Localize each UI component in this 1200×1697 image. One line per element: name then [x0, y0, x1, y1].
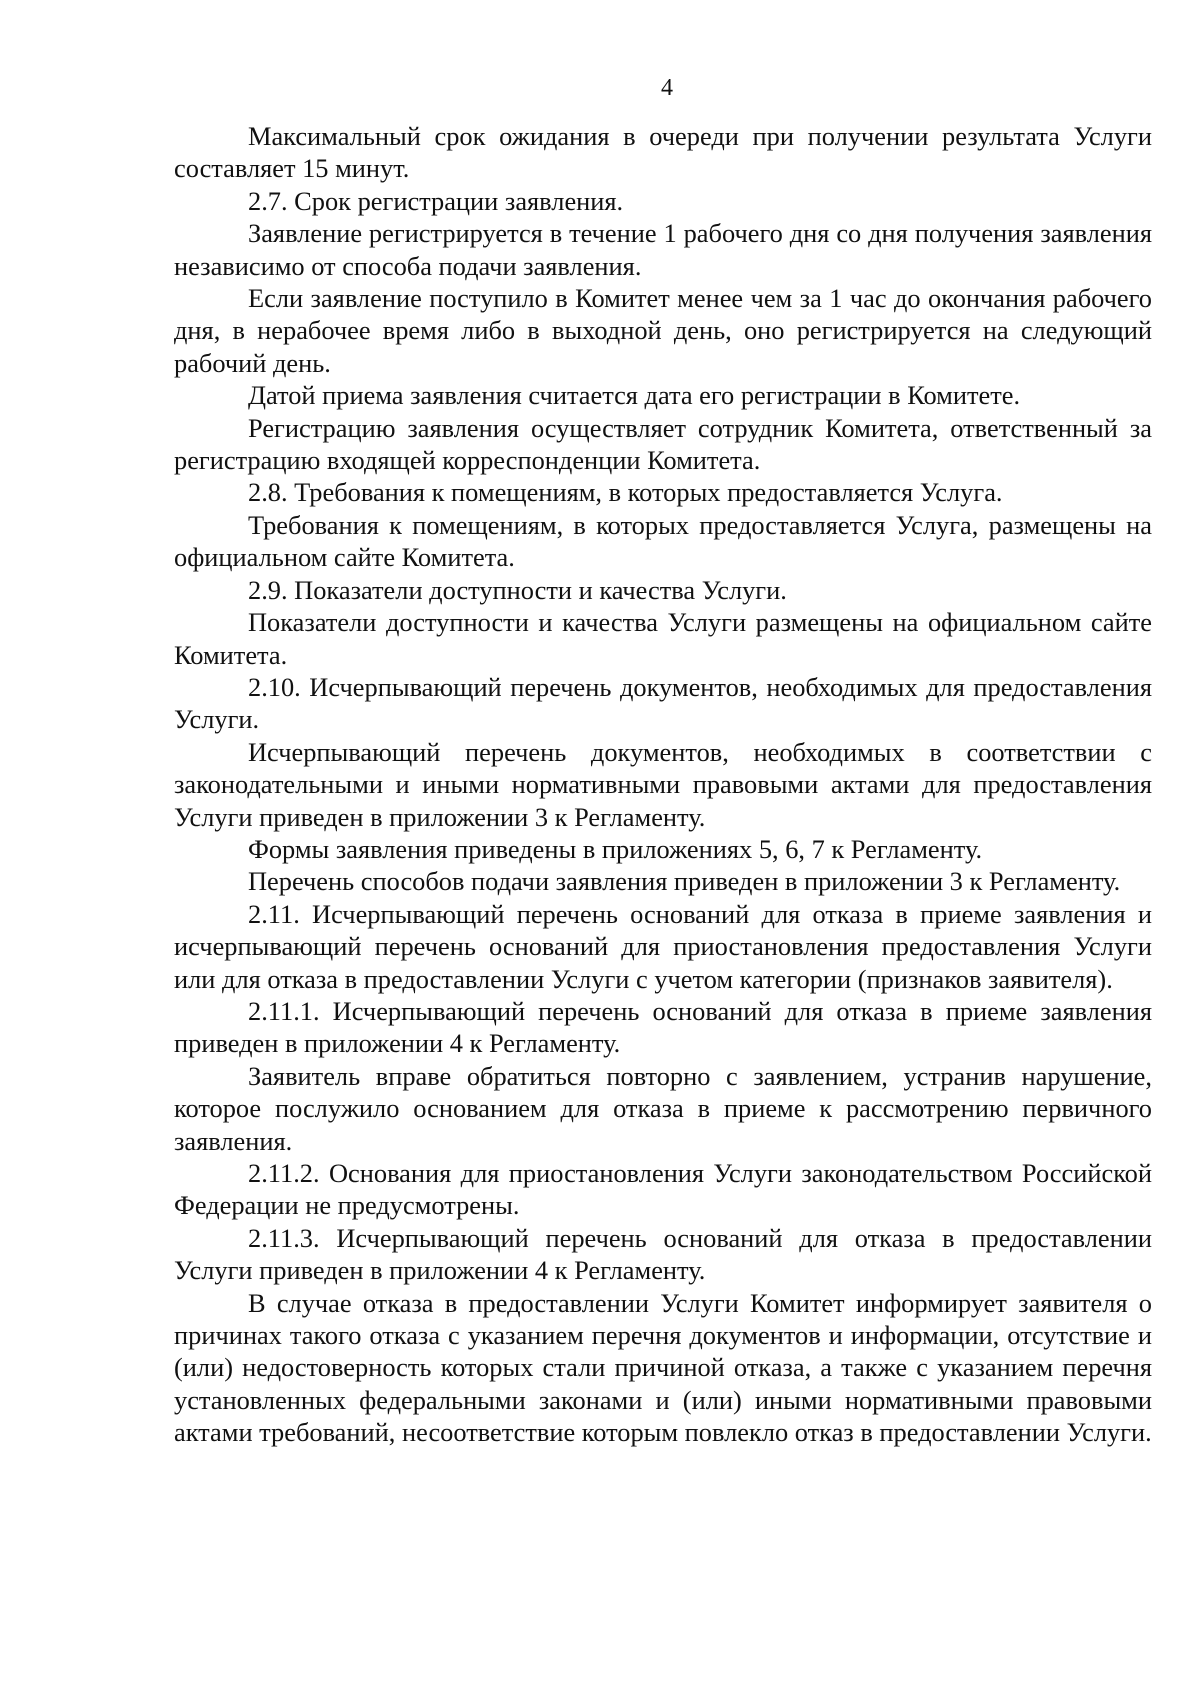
- paragraph: Заявитель вправе обратиться повторно с заявлением, устранив нарушение, которое послужило основанием для отказа в приеме к рассмотрению первичного заявления.: [174, 1060, 1152, 1156]
- subsection-heading: 2.11.2. Основания для приостановления Услуги законодательством Российской Федерации не предусмотрены.: [174, 1158, 1152, 1221]
- section-heading: 2.11. Исчерпывающий перечень оснований для отказа в приеме заявления и исчерпывающий перечень оснований для приостановления предоставления Услуги или для отказа в предоставлении Услуги с учетом категории (признаков заявителя).: [174, 898, 1152, 994]
- paragraph: Регистрацию заявления осуществляет сотрудник Комитета, ответственный за регистрацию входящей корреспонденции Комитета.: [174, 412, 1152, 476]
- document-body: [174, 120, 1152, 1449]
- subsection-heading: 2.11.1. Исчерпывающий перечень оснований для отказа в приеме заявления приведен в приложении 4 к Регламенту.: [174, 995, 1152, 1059]
- subsection-heading: 2.11.3. Исчерпывающий перечень оснований для отказа в предоставлении Услуги приведен в приложении 4 к Регламенту.: [174, 1222, 1152, 1286]
- paragraph: Датой приема заявления считается дата его регистрации в Комитете.: [248, 380, 1021, 411]
- paragraph: Исчерпывающий перечень документов, необходимых в соответствии с законодательными и иными нормативными правовыми актами для предоставления Услуги приведен в приложении 3 к Регламенту.: [174, 736, 1152, 832]
- paragraph: Требования к помещениям, в которых предоставляется Услуга, размещены на официальном сайте Комитета.: [174, 509, 1152, 573]
- section-heading: 2.8. Требования к помещениям, в которых предоставляется Услуга.: [248, 477, 1003, 508]
- paragraph: Заявление регистрируется в течение 1 рабочего дня со дня получения заявления независимо от способа подачи заявления.: [174, 218, 1152, 281]
- paragraph: Показатели доступности и качества Услуги размещены на официальном сайте Комитета.: [174, 607, 1152, 670]
- section-heading: 2.10. Исчерпывающий перечень документов, необходимых для предоставления Услуги.: [174, 671, 1152, 735]
- paragraph: Если заявление поступило в Комитет менее чем за 1 час до окончания рабочего дня, в нерабочее время либо в выходной день, оно регистрируется на следующий рабочий день.: [174, 283, 1152, 378]
- section-heading: 2.9. Показатели доступности и качества Услуги.: [248, 574, 787, 605]
- page-number: 4: [661, 75, 673, 101]
- paragraph: В случае отказа в предоставлении Услуги Комитет информирует заявителя о причинах такого отказа с указанием перечня документов и информации, отсутствие и (или) недостоверность которых стали причиной отказа, а также с указанием перечня установленных федеральными законами и (или) иными нормативными правовыми актами требований, несоответствие которым повлекло отказ в предоставлении Услуги.: [174, 1287, 1152, 1448]
- paragraph: Максимальный срок ожидания в очереди при получении результата Услуги составляет 15 минут.: [174, 121, 1152, 184]
- paragraph: Формы заявления приведены в приложениях 5, 6, 7 к Регламенту.: [248, 833, 983, 864]
- paragraph: Перечень способов подачи заявления приведен в приложении 3 к Регламенту.: [248, 866, 1121, 897]
- section-heading: 2.7. Срок регистрации заявления.: [248, 185, 624, 216]
